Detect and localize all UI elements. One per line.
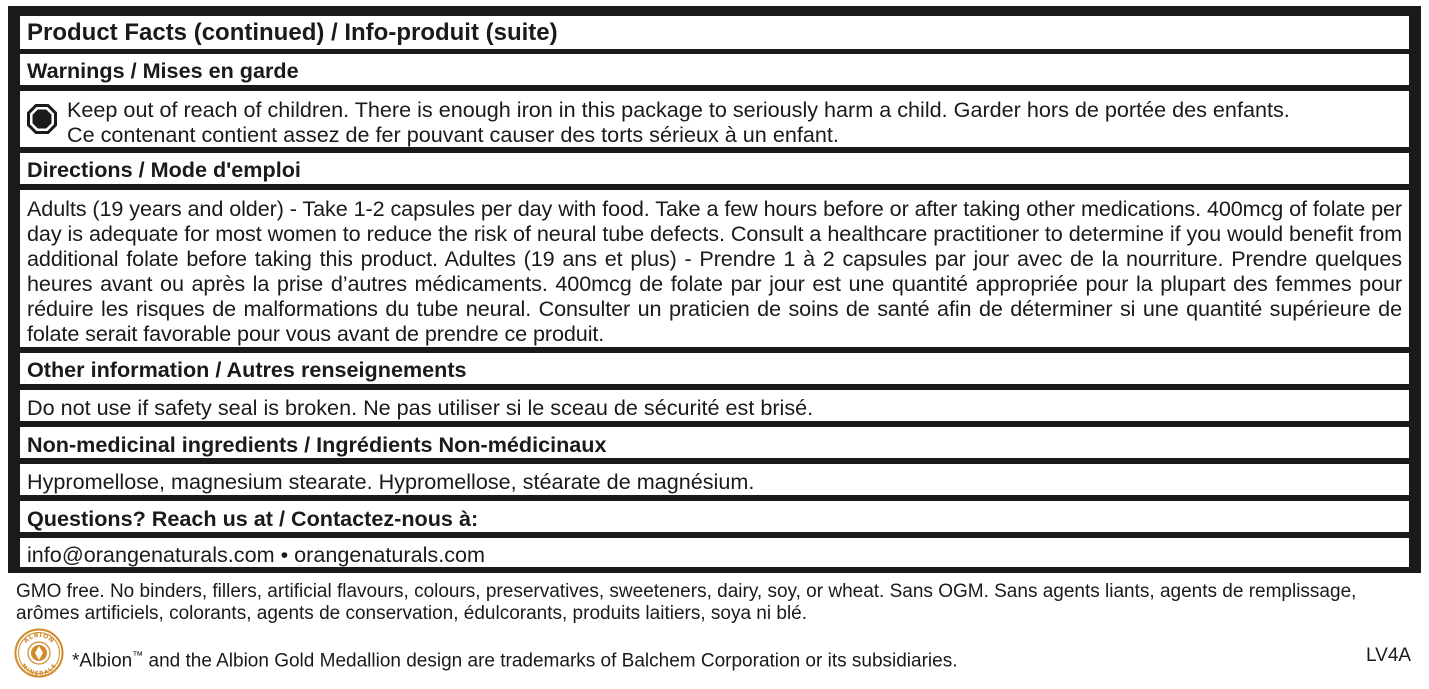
- warnings-line-2: Ce contenant contient assez de fer pouvant causer des torts sérieux à un enfant.: [67, 122, 839, 147]
- medallion-top-text: ALBION: [22, 631, 56, 645]
- panel-title: Product Facts (continued) / Info-produit (suite): [27, 19, 558, 46]
- trademark-rest: and the Albion Gold Medallion design are trademarks of Balchem Corporation or its subsidiaries.: [143, 650, 958, 672]
- stop-octagon-icon: [26, 103, 58, 135]
- warnings-body: [18, 89, 1411, 149]
- other-info-heading: Other information / Autres renseignements: [27, 357, 467, 382]
- directions-heading: Directions / Mode d'emploi: [27, 157, 301, 182]
- questions-heading: Questions? Reach us at / Contactez-nous à:: [27, 506, 479, 531]
- trademark-prefix: *Albion: [72, 650, 133, 672]
- warnings-text: [67, 97, 1401, 147]
- warnings-heading-row: [18, 52, 1411, 87]
- directions-text: Adults (19 years and older) - Take 1-2 capsules per day with food. Take a few hours before or after taking other medications. 400mcg of folate per day is adequate for most women to reduce the risk of neural tube defects. Consult a healthcare practitioner to determine if you would benefit from additional folate before taking this product. Adultes (19 ans et plus) - Prendre 1 à 2 capsules par jour avec de la nourriture. Prendre quelques heures avant ou après la prise d’autres médicaments. 400mcg de folate par jour est une quantité appropriée pour la plupart des femmes pour réduire les risques de malformations du tube neural. Consulter un praticien de soins de santé afin de déterminer si une quantité supérieure de folate serait favorable pour vous avant de prendre ce produit.: [18, 188, 1411, 349]
- ingredients-text: Hypromellose, magnesium stearate. Hypromellose, stéarate de magnésium.: [18, 462, 1411, 497]
- medallion-bottom-text: MINERALS: [19, 662, 59, 678]
- albion-medallion-logo: [14, 628, 64, 678]
- gmo-free-line-2: arômes artificiels, colorants, agents de conservation, édulcorants, produits laitiers, soya ni blé.: [16, 603, 808, 624]
- warnings-line-1: Keep out of reach of children. There is enough iron in this package to seriously harm a child. Garder hors de portée des enfants.: [67, 97, 1290, 122]
- warnings-heading: Warnings / Mises en garde: [27, 58, 299, 83]
- directions-heading-row: [18, 151, 1411, 186]
- gmo-free-line-1: GMO free. No binders, fillers, artificial flavours, colours, preservatives, sweeteners, dairy, soy, or wheat. Sans OGM. Sans agents liants, agents de remplissage,: [16, 581, 1357, 602]
- questions-heading-row: [18, 499, 1411, 534]
- trademark-symbol: ™: [132, 650, 144, 662]
- svg-text:ALBION: [22, 632, 55, 645]
- product-facts-panel: [8, 6, 1421, 573]
- trademark-notice: [72, 645, 1352, 672]
- contact-info: info@orangenaturals.com • orangenaturals.com: [18, 536, 1411, 569]
- other-info-heading-row: [18, 351, 1411, 386]
- panel-title-row: [18, 14, 1411, 51]
- svg-text:MINERALS: [20, 663, 58, 677]
- lot-code: LV4A: [1366, 645, 1412, 666]
- other-info-text: Do not use if safety seal is broken. Ne pas utiliser si le sceau de sécurité est brisé.: [18, 388, 1411, 423]
- ingredients-heading-row: [18, 425, 1411, 460]
- ingredients-heading: Non-medicinal ingredients / Ingrédients Non-médicinaux: [27, 432, 607, 457]
